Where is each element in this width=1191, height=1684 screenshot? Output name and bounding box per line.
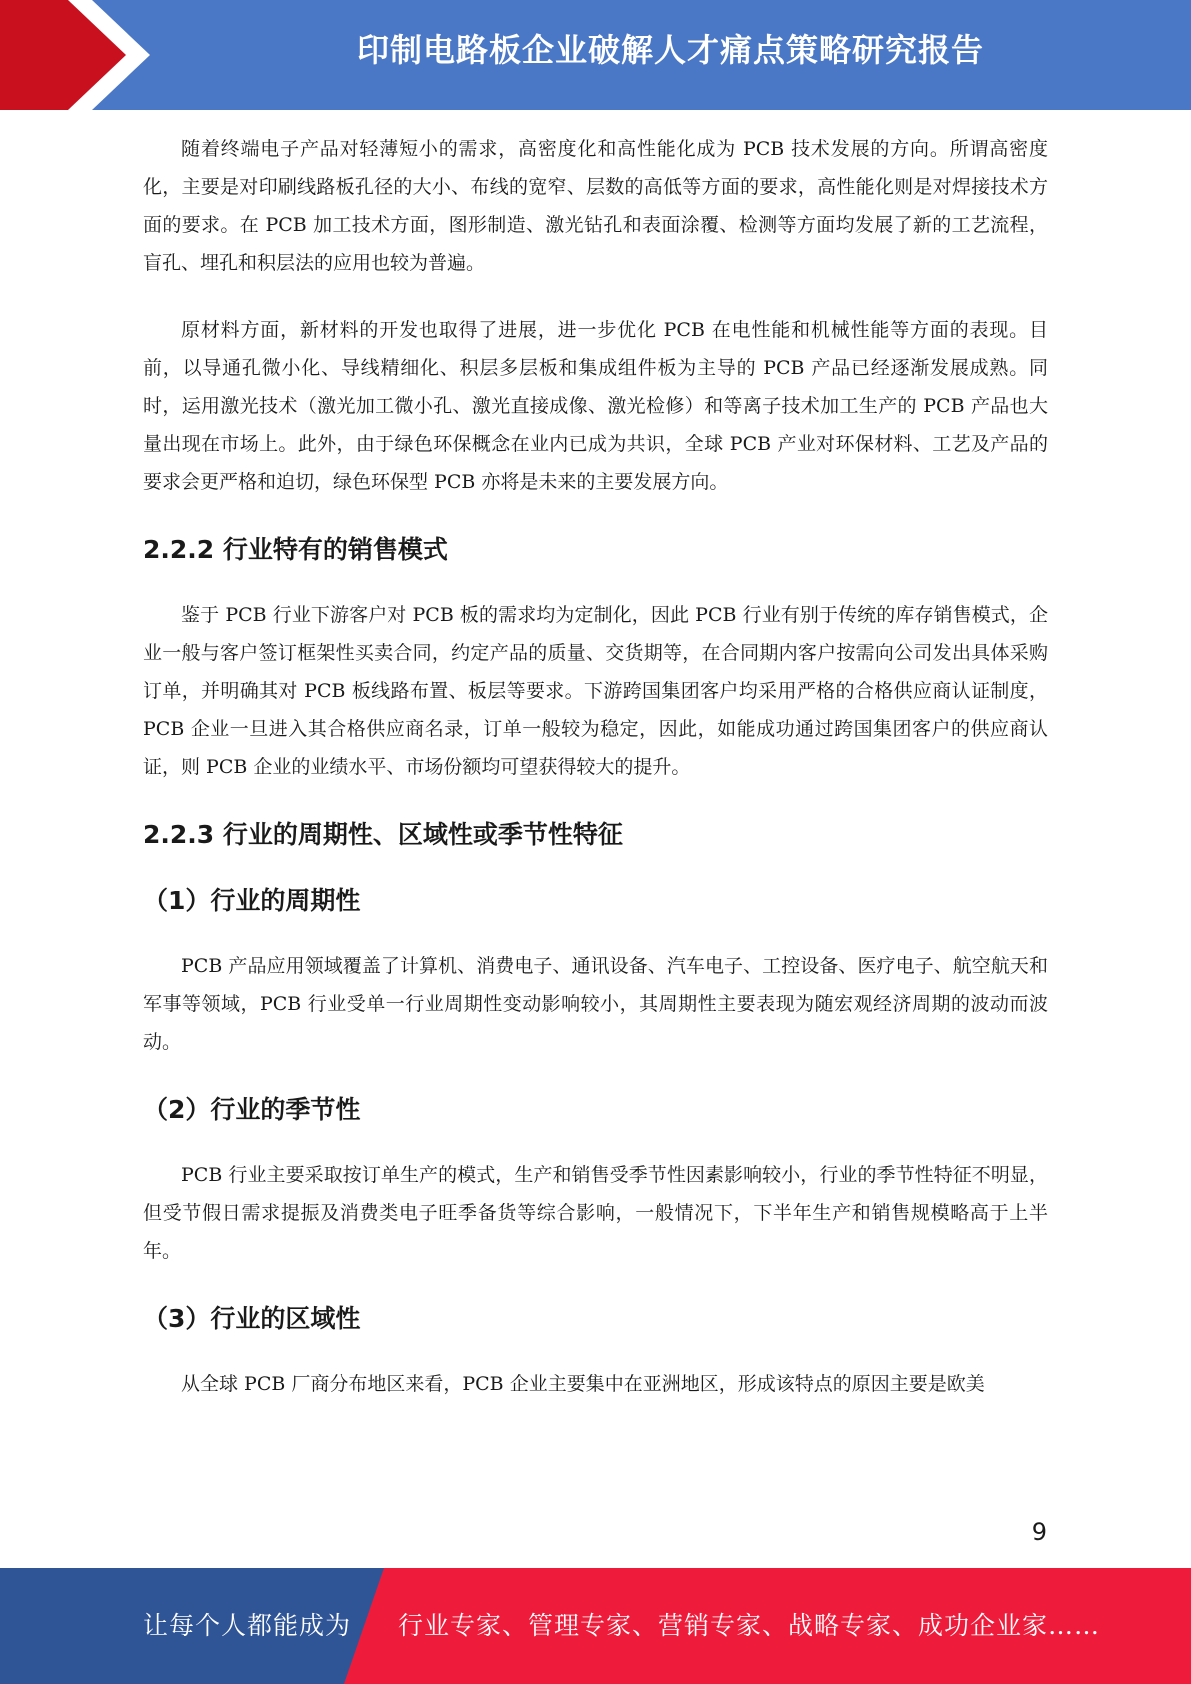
paragraph-seasonality: PCB 行业主要采取按订单生产的模式，生产和销售受季节性因素影响较小，行业的季节性特征不明显，但受节假日需求提振及消费类电子旺季备货等综合影响，一般情况下，下半年生产和销售规模略高于上半年。 (143, 1164, 1048, 1262)
footer-slogan-roles: 行业专家、管理专家、营销专家、战略专家、成功企业家…… (398, 1611, 1101, 1640)
paragraph-cyclicality: PCB 产品应用领域覆盖了计算机、消费电子、通讯设备、汽车电子、工控设备、医疗电子、航空航天和军事等领域，PCB 行业受单一行业周期性变动影响较小，其周期性主要表现为随宏观经济周期的波动而波动。 (143, 955, 1048, 1053)
paragraph-sales-model: 鉴于 PCB 行业下游客户对 PCB 板的需求均为定制化，因此 PCB 行业有别于传统的库存销售模式，企业一般与客户签订框架性买卖合同，约定产品的质量、交货期等，在合同期内客户按需向公司发出具体采购订单，并明确其对 PCB 板线路布置、板层等要求。下游跨国集团客户均采用严格的合格供应商认证制度，PCB 企业一旦进入其合格供应商名录，订单一般较为稳定，因此，如能成功通过跨国集团客户的供应商认证，则 PCB 企业的业绩水平、市场份额均可望获得较大的提升。 (143, 604, 1048, 778)
paragraph-high-density: 随着终端电子产品对轻薄短小的需求，高密度化和高性能化成为 PCB 技术发展的方向。所谓高密度化，主要是对印刷线路板孔径的大小、布线的宽窄、层数的高低等方面的要求，高性能化则是对焊接技术方面的要求。在 PCB 加工技术方面，图形制造、激光钻孔和表面涂覆、检测等方面均发展了新的工艺流程，盲孔、埋孔和积层法的应用也较为普遍。 (143, 138, 1048, 274)
heading-regionality: （3）行业的区域性 (143, 1304, 361, 1333)
heading-cyclicality: （1）行业的周期性 (143, 886, 361, 915)
heading-sales-model: 2.2.2 行业特有的销售模式 (143, 535, 448, 564)
page-header (0, 0, 1191, 110)
page-number: 9 (1031, 1518, 1047, 1546)
footer-slogan-lead: 让每个人都能成为 (143, 1611, 352, 1640)
main-content (143, 130, 1048, 1432)
heading-industry-characteristics: 2.2.3 行业的周期性、区域性或季节性特征 (143, 820, 623, 849)
heading-seasonality: （2）行业的季节性 (143, 1095, 361, 1124)
report-title: 印制电路板企业破解人才痛点策略研究报告 (356, 31, 984, 69)
paragraph-regionality: 从全球 PCB 厂商分布地区来看，PCB 企业主要集中在亚洲地区，形成该特点的原因主要是欧美 (181, 1373, 985, 1395)
page-footer (0, 1568, 1191, 1684)
paragraph-materials: 原材料方面，新材料的开发也取得了进展，进一步优化 PCB 在电性能和机械性能等方面的表现。目前，以导通孔微小化、导线精细化、积层多层板和集成组件板为主导的 PCB 产品已经逐渐发展成熟。同时，运用激光技术（激光加工微小孔、激光直接成像、激光检修）和等离子技术加工生产的 PCB 产品也大量出现在市场上。此外，由于绿色环保概念在业内已成为共识，全球 PCB 产业对环保材料、工艺及产品的要求会更严格和迫切，绿色环保型 PCB 亦将是未来的主要发展方向。 (143, 319, 1048, 493)
